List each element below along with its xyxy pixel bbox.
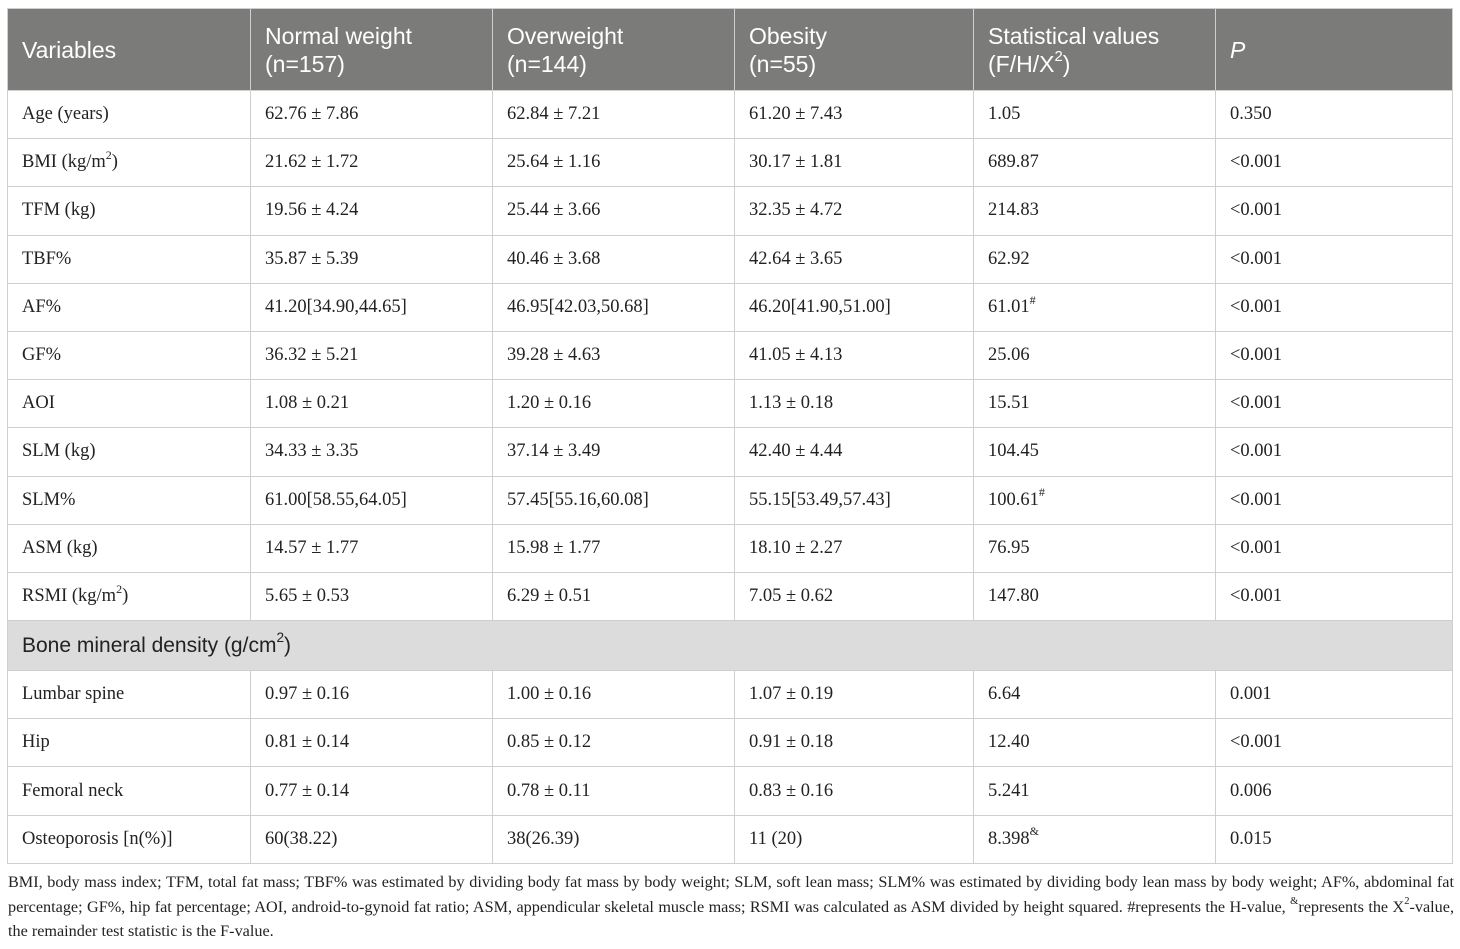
cell-obesity: 41.05 ± 4.13 xyxy=(735,331,974,379)
results-table xyxy=(7,8,1453,864)
cell-obesity: 1.13 ± 0.18 xyxy=(735,380,974,428)
table-row xyxy=(8,428,1453,476)
table-row xyxy=(8,283,1453,331)
cell-normal: 35.87 ± 5.39 xyxy=(251,235,493,283)
cell-p: 0.006 xyxy=(1216,767,1453,815)
cell-stat: 1.05 xyxy=(974,91,1216,139)
section-title-bone-mineral-density: Bone mineral density $(g/cm^2)$ xyxy=(8,621,1453,671)
header-overweight: Overweight (n=144) xyxy=(493,9,735,91)
cell-normal: 21.62 ± 1.72 xyxy=(251,139,493,187)
cell-p: <0.001 xyxy=(1216,476,1453,524)
table-row xyxy=(8,767,1453,815)
cell-overweight: 38(26.39) xyxy=(493,815,735,863)
cell-variable: GF% xyxy=(8,331,251,379)
cell-variable: ASM (kg) xyxy=(8,524,251,572)
cell-obesity: 32.35 ± 4.72 xyxy=(735,187,974,235)
cell-p: <0.001 xyxy=(1216,524,1453,572)
table-row xyxy=(8,524,1453,572)
cell-overweight: 25.44 ± 3.66 xyxy=(493,187,735,235)
header-statistical-values: Statistical values $(F/H/X^2)$ xyxy=(974,9,1216,91)
cell-p: <0.001 xyxy=(1216,235,1453,283)
cell-overweight: 39.28 ± 4.63 xyxy=(493,331,735,379)
cell-obesity: 42.64 ± 3.65 xyxy=(735,235,974,283)
table-row xyxy=(8,235,1453,283)
header-obesity: Obesity (n=55) xyxy=(735,9,974,91)
table-row xyxy=(8,139,1453,187)
cell-stat: 25.06 xyxy=(974,331,1216,379)
cell-overweight: 6.29 ± 0.51 xyxy=(493,572,735,620)
cell-stat: 61.01# xyxy=(974,283,1216,331)
table-row xyxy=(8,187,1453,235)
cell-p: <0.001 xyxy=(1216,139,1453,187)
cell-variable: SLM (kg) xyxy=(8,428,251,476)
cell-overweight: 40.46 ± 3.68 xyxy=(493,235,735,283)
cell-obesity: 55.15[53.49,57.43] xyxy=(735,476,974,524)
cell-obesity: 0.83 ± 0.16 xyxy=(735,767,974,815)
cell-stat: 12.40 xyxy=(974,719,1216,767)
cell-overweight: 0.85 ± 0.12 xyxy=(493,719,735,767)
cell-p: <0.001 xyxy=(1216,380,1453,428)
table-header xyxy=(8,9,1453,91)
cell-overweight: 1.20 ± 0.16 xyxy=(493,380,735,428)
cell-obesity: 46.20[41.90,51.00] xyxy=(735,283,974,331)
cell-stat: 5.241 xyxy=(974,767,1216,815)
table-row xyxy=(8,671,1453,719)
cell-variable: RSMI $(kg/m^2)$ xyxy=(8,572,251,620)
cell-obesity: 1.07 ± 0.19 xyxy=(735,671,974,719)
cell-p: <0.001 xyxy=(1216,187,1453,235)
section-header-row xyxy=(8,621,1453,671)
cell-stat: 8.398& xyxy=(974,815,1216,863)
cell-stat: 62.92 xyxy=(974,235,1216,283)
table-row xyxy=(8,476,1453,524)
cell-variable: AF% xyxy=(8,283,251,331)
cell-variable: Femoral neck xyxy=(8,767,251,815)
cell-overweight: 1.00 ± 0.16 xyxy=(493,671,735,719)
cell-normal: 5.65 ± 0.53 xyxy=(251,572,493,620)
cell-variable: BMI $(kg/m^2)$ xyxy=(8,139,251,187)
cell-obesity: 11 (20) xyxy=(735,815,974,863)
cell-variable: Osteoporosis [n(%)] xyxy=(8,815,251,863)
cell-variable: TBF% xyxy=(8,235,251,283)
cell-obesity: 18.10 ± 2.27 xyxy=(735,524,974,572)
table-row xyxy=(8,91,1453,139)
table-row xyxy=(8,331,1453,379)
table-row xyxy=(8,815,1453,863)
cell-overweight: 57.45[55.16,60.08] xyxy=(493,476,735,524)
cell-normal: 36.32 ± 5.21 xyxy=(251,331,493,379)
cell-p: <0.001 xyxy=(1216,331,1453,379)
cell-variable: Lumbar spine xyxy=(8,671,251,719)
cell-normal: 14.57 ± 1.77 xyxy=(251,524,493,572)
table-row xyxy=(8,719,1453,767)
cell-normal: 1.08 ± 0.21 xyxy=(251,380,493,428)
cell-p: 0.350 xyxy=(1216,91,1453,139)
table-body xyxy=(8,91,1453,864)
cell-stat: 6.64 xyxy=(974,671,1216,719)
cell-normal: 0.97 ± 0.16 xyxy=(251,671,493,719)
cell-normal: 0.77 ± 0.14 xyxy=(251,767,493,815)
cell-variable: TFM (kg) xyxy=(8,187,251,235)
cell-p: 0.015 xyxy=(1216,815,1453,863)
header-variables: Variables xyxy=(8,9,251,91)
cell-normal: 0.81 ± 0.14 xyxy=(251,719,493,767)
table-row xyxy=(8,380,1453,428)
cell-normal: 34.33 ± 3.35 xyxy=(251,428,493,476)
cell-normal: 61.00[58.55,64.05] xyxy=(251,476,493,524)
cell-overweight: 0.78 ± 0.11 xyxy=(493,767,735,815)
cell-normal: 62.76 ± 7.86 xyxy=(251,91,493,139)
table-row xyxy=(8,572,1453,620)
cell-obesity: 30.17 ± 1.81 xyxy=(735,139,974,187)
cell-stat: 15.51 xyxy=(974,380,1216,428)
cell-obesity: 61.20 ± 7.43 xyxy=(735,91,974,139)
cell-variable: Hip xyxy=(8,719,251,767)
cell-variable: Age (years) xyxy=(8,91,251,139)
cell-stat: 689.87 xyxy=(974,139,1216,187)
cell-obesity: 7.05 ± 0.62 xyxy=(735,572,974,620)
cell-p: <0.001 xyxy=(1216,572,1453,620)
cell-overweight: 46.95[42.03,50.68] xyxy=(493,283,735,331)
cell-normal: 19.56 ± 4.24 xyxy=(251,187,493,235)
cell-overweight: 37.14 ± 3.49 xyxy=(493,428,735,476)
cell-p: <0.001 xyxy=(1216,283,1453,331)
cell-overweight: 25.64 ± 1.16 xyxy=(493,139,735,187)
cell-normal: 41.20[34.90,44.65] xyxy=(251,283,493,331)
cell-p: 0.001 xyxy=(1216,671,1453,719)
header-p-value: P xyxy=(1216,9,1453,91)
cell-variable: SLM% xyxy=(8,476,251,524)
cell-p: <0.001 xyxy=(1216,428,1453,476)
cell-normal: 60(38.22) xyxy=(251,815,493,863)
cell-stat: 214.83 xyxy=(974,187,1216,235)
cell-p: <0.001 xyxy=(1216,719,1453,767)
cell-stat: 147.80 xyxy=(974,572,1216,620)
cell-obesity: 42.40 ± 4.44 xyxy=(735,428,974,476)
header-normal-weight: Normal weight (n=157) xyxy=(251,9,493,91)
cell-stat: 104.45 xyxy=(974,428,1216,476)
cell-stat: 100.61# xyxy=(974,476,1216,524)
table-footnote: BMI, body mass index; TFM, total fat mass; TBF% was estimated by dividing body fat mass by body weight; SLM, soft lean mass; SLM% was estimated by dividing body lean mass by body weight; AF%, abdominal fat percentage; GF%, hip fat percentage; AOI, android-to-gynoid fat ratio; ASM, appendicular skeletal muscle mass; RSMI was calculated as ASM divided by height squared. #represents the H-value, &represents the $X^2$-value, the remainder test statistic is the F-value. xyxy=(8,873,1454,940)
cell-overweight: 62.84 ± 7.21 xyxy=(493,91,735,139)
cell-overweight: 15.98 ± 1.77 xyxy=(493,524,735,572)
cell-variable: AOI xyxy=(8,380,251,428)
cell-stat: 76.95 xyxy=(974,524,1216,572)
cell-obesity: 0.91 ± 0.18 xyxy=(735,719,974,767)
